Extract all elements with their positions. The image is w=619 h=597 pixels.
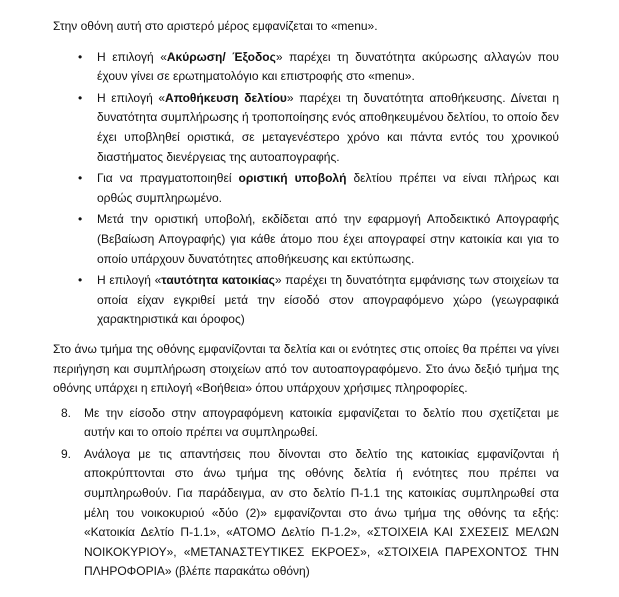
item-number: 8. <box>61 405 72 420</box>
text: Η επιλογή « <box>97 273 162 288</box>
bold-text: Αποθήκευση δελτίου <box>165 90 287 105</box>
text: Μετά την οριστική υποβολή, εκδίδεται από την εφαρμογή Αποδεικτικό Απογραφής (Βεβαίωση Απογραφής) για κάθε άτομο που έχει απογραφεί στην κατοικία και για το οποίο υπάρχουν δυνατότητες αποθήκευσης και εκτύπωσης. <box>97 212 559 266</box>
text: » παρέχει τη δυνατότητα αποθήκευσης. Δίνεται η δυνατότητα συμπλήρωσης ή τροποποίησης ενός αποθηκευμένου δελτίου, το οποίο δεν έχει υποβληθεί οριστικά, σε μεταγενέστερο χρόνο και πάντα εντός του χρονικού διαστήματος διενέργειας της αυτοαπογραφής. <box>97 90 560 164</box>
text: » παρέχει τη δυνατότητα ακύρωσης αλλαγών που έχουν γίνει σε ερωτηματολόγιο και επιστροφής στο «menu». <box>97 49 559 84</box>
numbered-list <box>53 404 559 582</box>
bullet-icon: • <box>78 212 83 227</box>
bullet-list <box>53 48 559 330</box>
text: Ανάλογα με τις απαντήσεις που δίνονται στο δελτίο της κατοικίας εμφανίζονται ή αποκρύπτονται στο άνω τμήμα της οθόνης δελτία ή ενότητες που πρέπει να συμπληρωθούν. Για παράδειγμα, αν στο δελτίο Π-1.1 της κατοικίας συμπληρωθεί στα μέλη του νοικοκυριού «δύο (2)» εμφανίζονται στο άνω τμήμα της οθόνης τα εξής: «Κατοικία Δελτίο Π-1.1», «ΑΤΟΜΟ Δελτίο Π-1.2», «ΣΤΟΙΧΕΙΑ ΚΑΙ ΣΧΕΣΕΙΣ ΜΕΛΩΝ ΝΟΙΚΟΚΥΡΙΟΥ», «ΜΕΤΑΝΑΣΤΕΥΤΙΚΕΣ ΕΚΡΟΕΣ», «ΣΤΟΙΧΕΙΑ ΠΑΡΕΧΟΝΤΟΣ ΤΗΝ ΠΛΗΡΟΦΟΡΙΑ» (βλέπε παρακάτω οθόνη) <box>84 446 559 579</box>
text: Η επιλογή « <box>97 49 167 64</box>
list-item <box>53 89 559 167</box>
list-item <box>53 48 559 87</box>
list-item <box>53 169 559 208</box>
text: Με την είσοδο στην απογραφόμενη κατοικία εμφανίζεται το δελτίο που σχετίζεται με αυτήν και το οποίο πρέπει να συμπληρωθεί. <box>84 405 559 440</box>
bullet-icon: • <box>78 171 83 186</box>
text: δελτίου πρέπει να είναι πλήρως και ορθώς συμπληρωμένο. <box>97 171 559 205</box>
bullet-icon: • <box>78 273 83 288</box>
list-item <box>53 210 559 269</box>
bold-text: ταυτότητα κατοικίας <box>161 273 275 288</box>
item-number: 9. <box>61 446 72 461</box>
text: Για να πραγματοποιηθεί <box>97 171 239 186</box>
intro-text: Στην οθόνη αυτή στο αριστερό μέρος εμφανίζεται το «menu». <box>53 19 378 33</box>
document-page <box>53 17 559 584</box>
bold-text: Ακύρωση/ Έξοδος <box>166 49 276 64</box>
list-item <box>53 445 559 582</box>
list-item <box>53 271 559 330</box>
text: Η επιλογή « <box>97 90 166 105</box>
bold-text: οριστική υποβολή <box>238 171 347 186</box>
bullet-icon: • <box>78 49 83 64</box>
body-paragraph: Στο άνω τμήμα της οθόνης εμφανίζονται τα δελτία και οι ενότητες στις οποίες θα πρέπει να γίνει περιήγηση και συμπλήρωση στοιχείων από τον αυτοαπογραφόμενο. Στο άνω δεξιό τμήμα της οθόνης υπάρχει η επιλογή «Βοήθεια» όπου υπάρχουν χρήσιμες πληροφορίες. <box>53 341 559 396</box>
list-item <box>53 404 559 443</box>
text: » παρέχει τη δυνατότητα εμφάνισης των στοιχείων τα οποία είχαν εγκριθεί μετά την είσοδό στον απογραφόμενο χώρο (γεωγραφικά χαρακτηριστικά και όροφος) <box>97 273 559 327</box>
bullet-icon: • <box>78 90 83 105</box>
